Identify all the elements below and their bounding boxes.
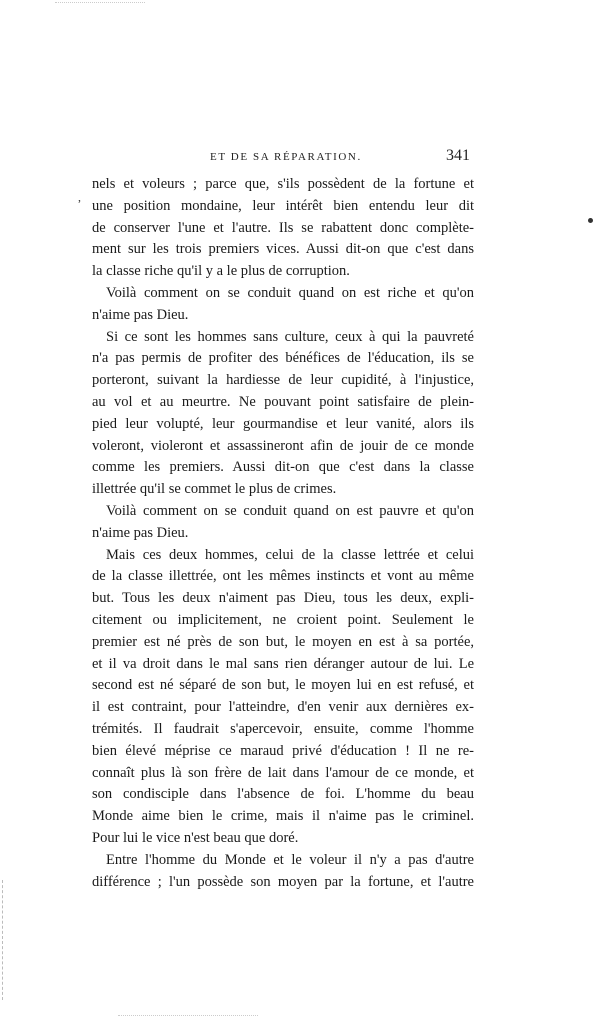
text-line: Entre l'homme du Monde et le voleur il n'y a pas d'autre <box>106 851 474 868</box>
text-line: au vol et au meurtre. Ne pouvant point satisfaire de plein- <box>92 393 474 410</box>
text-line: n'aime pas Dieu. <box>92 306 189 323</box>
text-line: comme les premiers. Aussi dit-on que c'est dans la classe <box>92 459 474 476</box>
text-line: Voilà comment on se conduit quand on est pauvre et qu'on <box>106 502 474 519</box>
paragraph-3 <box>92 327 474 501</box>
text-line: Mais ces deux hommes, celui de la classe lettrée et celui <box>106 546 474 563</box>
text-line: n'a pas permis de profiter des bénéfices de l'éducation, ils se <box>92 350 474 367</box>
page-number: 341 <box>446 147 470 164</box>
scan-artifact-edge <box>2 880 5 1000</box>
text-line: la classe riche qu'il y a le plus de corruption. <box>92 263 350 280</box>
running-title: ET DE SA RÉPARATION. <box>210 151 362 163</box>
margin-mark-right <box>588 218 593 223</box>
text-line: de la classe illettrée, ont les mêmes instincts et vont au même <box>92 568 474 585</box>
text-line: il est contraint, pour l'atteindre, d'en venir aux dernières ex- <box>92 699 474 716</box>
text-line: bien élevé méprise ce maraud privé d'éducation ! Il ne re- <box>92 742 474 759</box>
text-line: Voilà comment on se conduit quand on est riche et qu'on <box>106 284 474 301</box>
scan-artifact-bottom <box>118 1015 258 1020</box>
paragraph-6 <box>92 850 474 894</box>
text-line: voleront, violeront et assassineront afin de jouir de ce monde <box>92 437 474 454</box>
paragraph-5 <box>92 545 474 850</box>
text-line: différence ; l'un possède son moyen par la fortune, et l'autre <box>92 873 474 890</box>
text-line: illettrée qu'il se commet le plus de crimes. <box>92 481 337 498</box>
text-line: n'aime pas Dieu. <box>92 524 189 541</box>
text-line: citement ou implicitement, ne croient point. Seulement le <box>92 611 474 628</box>
text-line: son condisciple dans l'absence de foi. L'homme du beau <box>92 786 474 803</box>
paragraph-4 <box>92 501 474 545</box>
margin-mark-left: , <box>78 190 81 204</box>
text-line: et il va droit dans le mal sans rien déranger autour de lui. Le <box>92 655 474 672</box>
text-line: premier est né près de son but, le moyen en est à sa portée, <box>92 633 474 650</box>
text-line: ment sur les trois premiers vices. Aussi dit-on que c'est dans <box>92 241 474 258</box>
text-line: trémités. Il faudrait s'apercevoir, ensuite, comme l'homme <box>92 720 474 737</box>
paragraph-1 <box>92 174 474 283</box>
text-line: second est né séparé de son but, le moyen lui en est refusé, et <box>92 677 474 694</box>
text-line: Monde aime bien le crime, mais il n'aime pas le criminel. <box>92 808 474 825</box>
text-line: porteront, suivant la hardiesse de leur cupidité, à l'injustice, <box>92 372 474 389</box>
text-line: Pour lui le vice n'est beau que doré. <box>92 829 299 846</box>
text-line: but. Tous les deux n'aiment pas Dieu, tous les deux, expli- <box>92 590 474 607</box>
text-line: Si ce sont les hommes sans culture, ceux à qui la pauvreté <box>106 328 474 345</box>
body-text <box>92 174 474 893</box>
paragraph-2 <box>92 283 474 327</box>
text-line: pied leur volupté, leur gourmandise et leur vanité, alors ils <box>92 415 474 432</box>
text-line: connaît plus là son frère de lait dans l'amour de ce monde, et <box>92 764 474 781</box>
scan-artifact-top <box>55 2 145 7</box>
text-line: de conserver l'une et l'autre. Ils se rabattent donc complète- <box>92 219 474 236</box>
text-line: une position mondaine, leur intérêt bien entendu leur dit <box>92 197 474 214</box>
text-line: nels et voleurs ; parce que, s'ils possèdent de la fortune et <box>92 176 474 192</box>
running-head <box>92 147 474 167</box>
